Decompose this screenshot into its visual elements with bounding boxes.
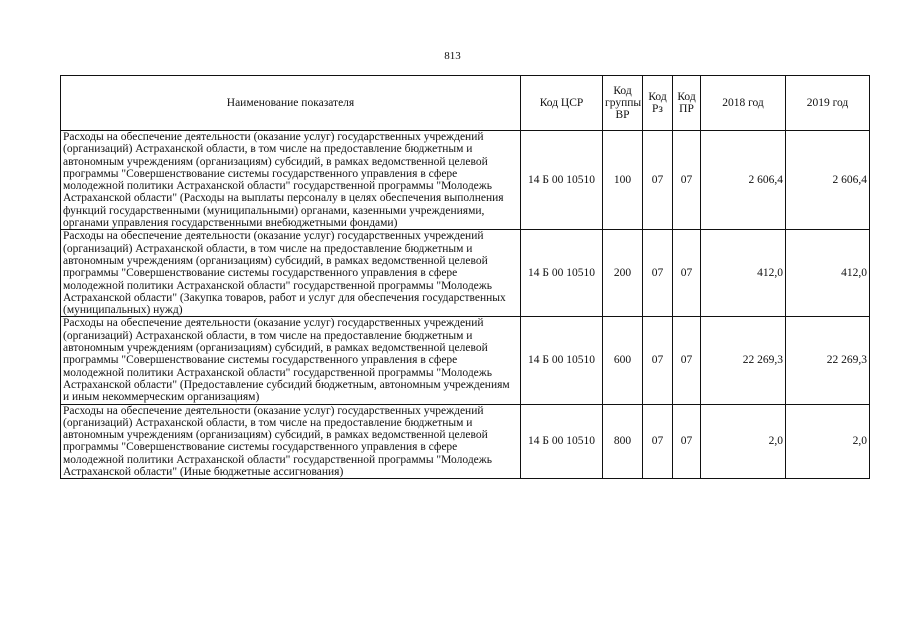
row-vr: 200: [603, 230, 643, 317]
row-name: Расходы на обеспечение деятельности (оказание услуг) государственных учреждений (организаций) Астраханской области, в том числе на предоставление бюджетным и автономным учреждениям (организациям) субсидий, в рамках ведомственной целевой программы "Совершенствование системы государственного управления в сфере молодежной политики Астраханской области" государственной программы "Молодежь Астраханской области" (Закупка товаров, работ и услуг для обеспечения государственных (муниципальных) нужд): [61, 230, 521, 317]
table-row: [61, 131, 870, 230]
row-2018: 2 606,4: [701, 131, 786, 230]
row-2019: 22 269,3: [786, 317, 870, 404]
row-2019: 2 606,4: [786, 131, 870, 230]
row-pr: 07: [673, 317, 701, 404]
row-vr: 600: [603, 317, 643, 404]
header-rz: Код Рз: [643, 76, 673, 131]
row-name: Расходы на обеспечение деятельности (оказание услуг) государственных учреждений (организаций) Астраханской области, в том числе на предоставление бюджетным и автономным учреждениям (организациям) субсидий, в рамках ведомственной целевой программы "Совершенствование системы государственного управления в сфере молодежной политики Астраханской области" государственной программы "Молодежь Астраханской области" (Иные бюджетные ассигнования): [61, 404, 521, 479]
table-row: [61, 404, 870, 479]
row-pr: 07: [673, 131, 701, 230]
row-pr: 07: [673, 230, 701, 317]
row-2019: 2,0: [786, 404, 870, 479]
header-name: Наименование показателя: [61, 76, 521, 131]
row-name: Расходы на обеспечение деятельности (оказание услуг) государственных учреждений (организаций) Астраханской области, в том числе на предоставление бюджетным и автономным учреждениям (организациям) субсидий, в рамках ведомственной целевой программы "Совершенствование системы государственного управления в сфере молодежной политики Астраханской области" государственной программы "Молодежь Астраханской области" (Предоставление субсидий бюджетным, автономным учреждениям и иным некоммерческим организациям): [61, 317, 521, 404]
budget-table: [60, 75, 870, 479]
row-vr: 800: [603, 404, 643, 479]
table-row: [61, 230, 870, 317]
row-pr: 07: [673, 404, 701, 479]
row-2018: 2,0: [701, 404, 786, 479]
row-csr: 14 Б 00 10510: [521, 131, 603, 230]
table-row: [61, 317, 870, 404]
row-csr: 14 Б 00 10510: [521, 404, 603, 479]
row-2018: 412,0: [701, 230, 786, 317]
header-vr: Код группы ВР: [603, 76, 643, 131]
header-2019: 2019 год: [786, 76, 870, 131]
page-number: 813: [444, 50, 461, 62]
header-2018: 2018 год: [701, 76, 786, 131]
row-rz: 07: [643, 404, 673, 479]
row-rz: 07: [643, 131, 673, 230]
row-csr: 14 Б 00 10510: [521, 230, 603, 317]
row-rz: 07: [643, 317, 673, 404]
row-2018: 22 269,3: [701, 317, 786, 404]
row-csr: 14 Б 00 10510: [521, 317, 603, 404]
table-header-row: [61, 76, 870, 131]
row-name: Расходы на обеспечение деятельности (оказание услуг) государственных учреждений (организаций) Астраханской области, в том числе на предоставление бюджетным и автономным учреждениям (организациям) субсидий, в рамках ведомственной целевой программы "Совершенствование системы государственного управления в сфере молодежной политики Астраханской области" государственной программы "Молодежь Астраханской области" (Расходы на выплаты персоналу в целях обеспечения выполнения функций государственными (муниципальными) органами, казенными учреждениями, органами управления государственными внебюджетными фондами): [61, 131, 521, 230]
row-vr: 100: [603, 131, 643, 230]
row-2019: 412,0: [786, 230, 870, 317]
header-pr: Код ПР: [673, 76, 701, 131]
header-csr: Код ЦСР: [521, 76, 603, 131]
row-rz: 07: [643, 230, 673, 317]
